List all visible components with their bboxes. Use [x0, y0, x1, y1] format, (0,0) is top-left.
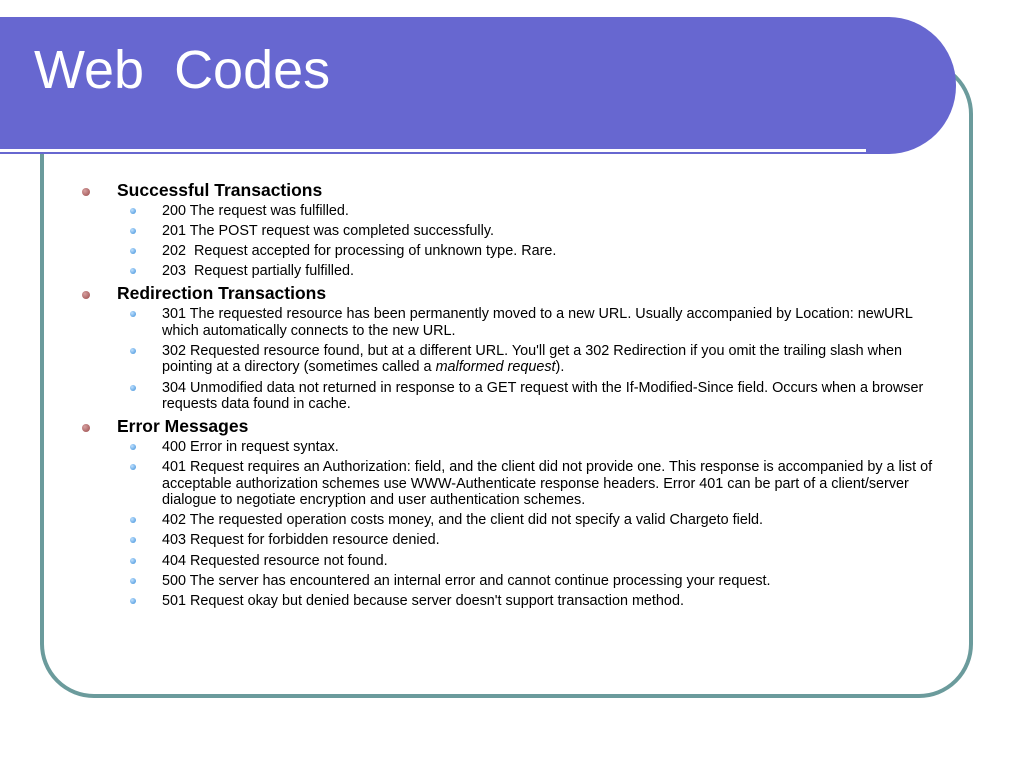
sub-list — [117, 306, 951, 412]
slide-title: Web Codes — [34, 40, 331, 100]
section-heading: Error Messages — [117, 416, 249, 437]
section-successful-transactions — [81, 180, 951, 280]
sub-bullet-icon — [130, 464, 136, 470]
sub-bullet-icon — [130, 537, 136, 543]
list-item-text: 304 Unmodified data not returned in response to a GET request with the If-Modified-Since field. Occurs when a browser requests data found in cache. — [162, 379, 928, 413]
sub-bullet-icon — [130, 311, 136, 317]
italic-term: malformed request — [435, 359, 556, 376]
bullet-icon — [82, 291, 90, 299]
sub-bullet-icon — [130, 248, 136, 254]
title-underline — [0, 149, 866, 152]
list-item-text: 403 Request for forbidden resource denied. — [162, 532, 440, 549]
list-item — [117, 512, 951, 529]
list-item — [117, 439, 951, 456]
sub-bullet-icon — [130, 348, 136, 354]
list-item-text: 301 The requested resource has been permanently moved to a new URL. Usually accompanied by Location: newURL which automatically connects to the new URL. — [162, 306, 917, 339]
list-item-text: 202 Request accepted for processing of unknown type. Rare. — [162, 243, 557, 260]
bullet-list — [81, 180, 951, 613]
list-item — [117, 553, 951, 570]
list-item — [117, 593, 951, 610]
list-item-text: 201 The POST request was completed successfully. — [162, 223, 494, 240]
list-item — [117, 380, 951, 413]
bullet-icon — [82, 424, 90, 432]
section-redirection-transactions — [81, 283, 951, 412]
sub-list — [117, 203, 951, 280]
sub-bullet-icon — [130, 228, 136, 234]
sub-bullet-icon — [130, 208, 136, 214]
bullet-icon — [82, 188, 90, 196]
list-item — [117, 263, 951, 280]
section-heading: Redirection Transactions — [117, 283, 327, 304]
list-item-text: 402 The requested operation costs money, and the client did not specify a valid Chargeto field. — [162, 512, 764, 529]
list-item-text — [162, 343, 906, 376]
list-item — [117, 203, 951, 220]
list-item-text: 404 Requested resource not found. — [162, 552, 388, 569]
list-item-text-part: 302 Requested resource found, but at a different URL. You'll get a 302 Redirection if you omit the trailing slash when pointing at a directory (sometimes called a — [162, 342, 907, 376]
list-item — [117, 243, 951, 260]
sub-bullet-icon — [130, 385, 136, 391]
sub-bullet-icon — [130, 444, 136, 450]
sub-bullet-icon — [130, 598, 136, 604]
list-item — [117, 573, 951, 590]
sub-bullet-icon — [130, 578, 136, 584]
list-item-text: 400 Error in request syntax. — [162, 439, 339, 456]
list-item-text: 401 Request requires an Authorization: field, and the client did not provide one. This response is accompanied by a list of acceptable authorization schemes use WWW-Authenticate response headers. Error 401 can be part of a client/server dialogue to negotiate encryption and user authentication schemes. — [162, 459, 937, 509]
list-item-text: 200 The request was fulfilled. — [162, 203, 349, 219]
list-item — [117, 306, 951, 339]
list-item — [117, 343, 951, 376]
list-item-text: 500 The server has encountered an internal error and cannot continue processing your request. — [162, 572, 771, 589]
section-heading: Successful Transactions — [117, 180, 323, 200]
sub-list — [117, 439, 951, 609]
list-item — [117, 223, 951, 240]
list-item-text-part: ). — [555, 359, 565, 376]
list-item — [117, 532, 951, 549]
sub-bullet-icon — [130, 517, 136, 523]
list-item — [117, 459, 951, 509]
list-item-text: 501 Request okay but denied because server doesn't support transaction method. — [162, 592, 684, 609]
section-error-messages — [81, 416, 951, 609]
list-item-text: 203 Request partially fulfilled. — [162, 263, 354, 280]
sub-bullet-icon — [130, 558, 136, 564]
sub-bullet-icon — [130, 268, 136, 274]
